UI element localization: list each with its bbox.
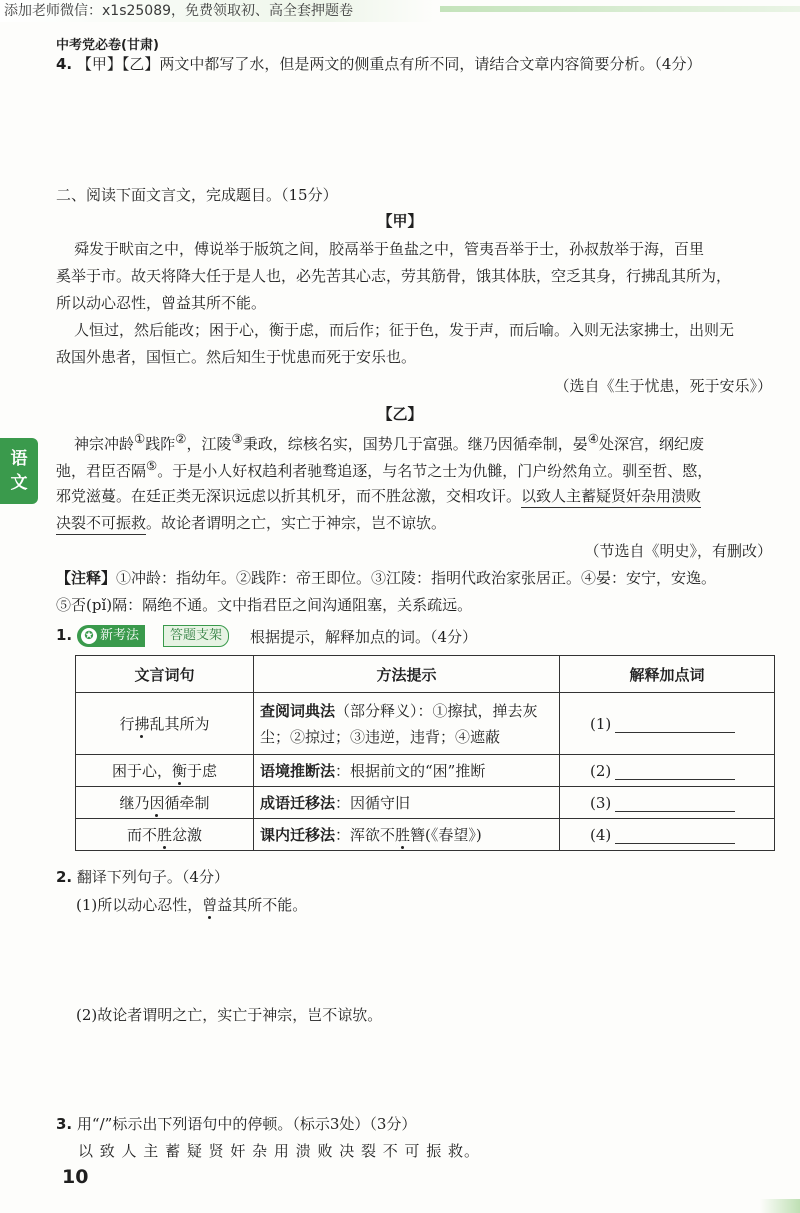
answer-blank[interactable] xyxy=(615,829,735,844)
phrase-cell xyxy=(76,819,254,851)
answer-cell[interactable] xyxy=(560,819,775,851)
section-2-title: 二、阅读下面文言文，完成题目。（15分） xyxy=(56,186,338,204)
answer-cell[interactable] xyxy=(560,693,775,755)
sentence-text: 益其所不能。 xyxy=(217,896,308,914)
q2-sentence-2: (2)故论者谓明之亡，实亡于神宗，岂不谅欤。 xyxy=(76,1006,383,1024)
table-row xyxy=(76,787,775,819)
method-text: （部分释义）：①擦拭，掸去灰尘；②掠过；③违逆，违背；④遮蔽 xyxy=(260,701,538,746)
new-method-badge xyxy=(77,625,145,647)
phrase-text: 乱其所为 xyxy=(149,715,210,733)
table-header: 方法提示 xyxy=(254,656,560,693)
q3-sentence[interactable]: 以 致 人 主 蓄 疑 贤 奸 杂 用 溃 败 决 裂 不 可 振 救。 xyxy=(78,1142,481,1160)
table-row xyxy=(76,755,775,787)
side-tab-char-1: 语 xyxy=(10,449,28,469)
passage-yi-heading: 【乙】 xyxy=(377,405,423,423)
passage-yi-line-4 xyxy=(56,512,446,533)
method-text: 簪(《春望》) xyxy=(410,826,482,844)
method-text: ：浑欲不 xyxy=(335,826,396,844)
passage-jia-line-5: 敌国外患者，国恒亡。然后知生于忧患而死于安乐也。 xyxy=(56,348,417,366)
underlined-sentence-part-1: 以致人主蓄疑贤奸杂用溃败 xyxy=(521,487,701,508)
yi-text: 神宗冲龄 xyxy=(74,435,135,453)
method-cell xyxy=(254,787,560,819)
yi-text: 。故论者谓明之亡，实亡于神宗，岂不谅欤。 xyxy=(146,514,447,532)
phrase-text: 继乃 xyxy=(119,794,150,812)
answer-cell[interactable] xyxy=(560,755,775,787)
new-method-badge-label: 新考法 xyxy=(100,628,140,643)
yi-text: 。于是小人好权趋利者驰骛追逐，与名节之士为仇雠，门户纷然角立。驯至哲、愍， xyxy=(157,462,713,480)
yi-text: 践阼 xyxy=(145,435,176,453)
method-cell xyxy=(254,819,560,851)
passage-yi-source: （节选自《明史》，有删改） xyxy=(584,542,772,560)
note-ref-1: ① xyxy=(134,431,146,446)
method-text: ：根据前文的“困”推断 xyxy=(335,762,486,780)
phrase-text: 于虑 xyxy=(187,762,218,780)
passage-yi-line-3 xyxy=(56,485,701,506)
table-header-row xyxy=(76,656,775,693)
top-green-strip xyxy=(440,6,800,12)
answer-label: (4) xyxy=(590,825,612,844)
question-3-text: 用“/”标示出下列语句中的停顿。（标示3处）（3分） xyxy=(76,1115,417,1133)
method-text: ：因循守旧 xyxy=(335,794,411,812)
q2-answer-area-1[interactable] xyxy=(76,922,776,998)
side-tab-char-2: 文 xyxy=(10,473,28,493)
answer-cell[interactable] xyxy=(560,787,775,819)
table-header: 文言词句 xyxy=(76,656,254,693)
question-1-number: 1. xyxy=(56,626,73,644)
question-1-text: 根据提示，解释加点的词。（4分） xyxy=(250,628,478,646)
phrase-cell xyxy=(76,693,254,755)
notes-text: ①冲龄：指幼年。②践阼：帝王即位。③江陵：指明代政治家张居正。④晏：安宁，安逸。 xyxy=(116,569,717,587)
passage-jia-line-4: 人恒过，然后能改；困于心，衡于虑，而后作；征于色，发于声，而后喻。入则无法家拂士，出则无 xyxy=(74,321,735,339)
passage-jia-line-3: 所以动心忍性，曾益其所不能。 xyxy=(56,294,267,312)
method-label: 语境推断法 xyxy=(260,762,336,780)
q2-sentence-1 xyxy=(76,894,307,915)
yi-text: ，江陵 xyxy=(186,435,232,453)
page-header: 中考党必卷(甘肃) xyxy=(56,38,159,53)
note-ref-3: ③ xyxy=(231,431,243,446)
answer-blank[interactable] xyxy=(615,765,735,780)
phrase-text: 行 xyxy=(119,715,135,733)
method-label: 课内迁移法 xyxy=(260,826,336,844)
dotted-word: 胜 xyxy=(395,826,411,844)
dotted-word: 因 xyxy=(149,794,165,812)
answer-blank[interactable] xyxy=(615,797,735,812)
method-cell xyxy=(254,693,560,755)
lightbulb-icon: ✪ xyxy=(81,628,97,644)
phrase-text: 困于心， xyxy=(111,762,172,780)
passage-jia-source: （选自《生于忧患，死于安乐》） xyxy=(554,377,772,395)
question-4 xyxy=(56,53,701,74)
method-cell xyxy=(254,755,560,787)
method-label: 成语迁移法 xyxy=(260,794,336,812)
passage-jia-line-2: 奚举于市。故天将降大任于是人也，必先苦其心志，劳其筋骨，饿其体肤，空乏其身，行拂乱其所为， xyxy=(56,267,732,285)
q2-answer-area-2[interactable] xyxy=(76,1032,776,1102)
question-2-text: 翻译下列句子。（4分） xyxy=(76,868,229,886)
question-3 xyxy=(56,1113,416,1134)
sentence-text: (1)所以动心忍性， xyxy=(76,896,203,914)
underlined-sentence-part-2: 决裂不可振救 xyxy=(56,514,146,535)
corner-decoration xyxy=(760,1199,800,1213)
phrase-text: 而不 xyxy=(126,826,157,844)
note-ref-5: ⑤ xyxy=(146,458,158,473)
answer-blank[interactable] xyxy=(615,718,735,733)
dotted-word: 胜 xyxy=(156,826,172,844)
note-ref-4: ④ xyxy=(587,431,599,446)
phrase-text: 循牵制 xyxy=(164,794,210,812)
dotted-word: 衡 xyxy=(171,762,187,780)
passage-yi-line-1 xyxy=(74,431,704,454)
question-4-text: 【甲】【乙】两文中都写了水，但是两文的侧重点有所不同，请结合文章内容简要分析。（4分） xyxy=(76,55,702,73)
yi-text: 秉政，综核名实，国势几于富强。继乃因循牵制，晏 xyxy=(242,435,588,453)
notes-line-2: ⑤否(pǐ)隔：隔绝不通。文中指君臣之间沟通阻塞，关系疏远。 xyxy=(56,596,473,614)
page-number: 10 xyxy=(62,1166,89,1188)
yi-text: 处深宫，纲纪废 xyxy=(598,435,704,453)
table-header: 解释加点词 xyxy=(560,656,775,693)
yi-text: 弛，君臣否隔 xyxy=(56,462,147,480)
answer-label: (2) xyxy=(590,761,612,780)
answer-frame-badge: 答题支架 xyxy=(163,625,229,647)
table-row xyxy=(76,693,775,755)
question-2-number: 2. xyxy=(56,868,73,886)
answer-label: (1) xyxy=(590,714,612,733)
passage-jia-heading: 【甲】 xyxy=(377,212,423,230)
notes-label: 【注释】 xyxy=(56,569,117,587)
watermark-text: 添加老师微信：x1s25089，免费领取初、高全套押题卷 xyxy=(0,0,434,22)
question-3-number: 3. xyxy=(56,1115,73,1133)
phrase-cell xyxy=(76,787,254,819)
answer-label: (3) xyxy=(590,793,612,812)
dotted-word: 拂 xyxy=(134,715,150,733)
subject-side-tab xyxy=(0,438,38,504)
dotted-word: 曾 xyxy=(202,896,218,914)
table-row xyxy=(76,819,775,851)
notes-line-1 xyxy=(56,567,716,588)
question-2 xyxy=(56,866,229,887)
note-ref-2: ② xyxy=(175,431,187,446)
phrase-text: 忿激 xyxy=(172,826,203,844)
method-label: 查阅词典法 xyxy=(260,701,336,720)
passage-yi-line-2 xyxy=(56,458,712,481)
question-4-number: 4. xyxy=(56,55,73,73)
passage-jia-line-1: 舜发于畎亩之中，傅说举于版筑之间，胶鬲举于鱼盐之中，管夷吾举于士，孙叔敖举于海，百里 xyxy=(74,240,705,258)
yi-text: 邪党滋蔓。在廷正类无深识远虑以折其机牙，而不胜忿激，交相攻讦。 xyxy=(56,487,522,505)
q1-table xyxy=(75,655,775,851)
phrase-cell xyxy=(76,755,254,787)
